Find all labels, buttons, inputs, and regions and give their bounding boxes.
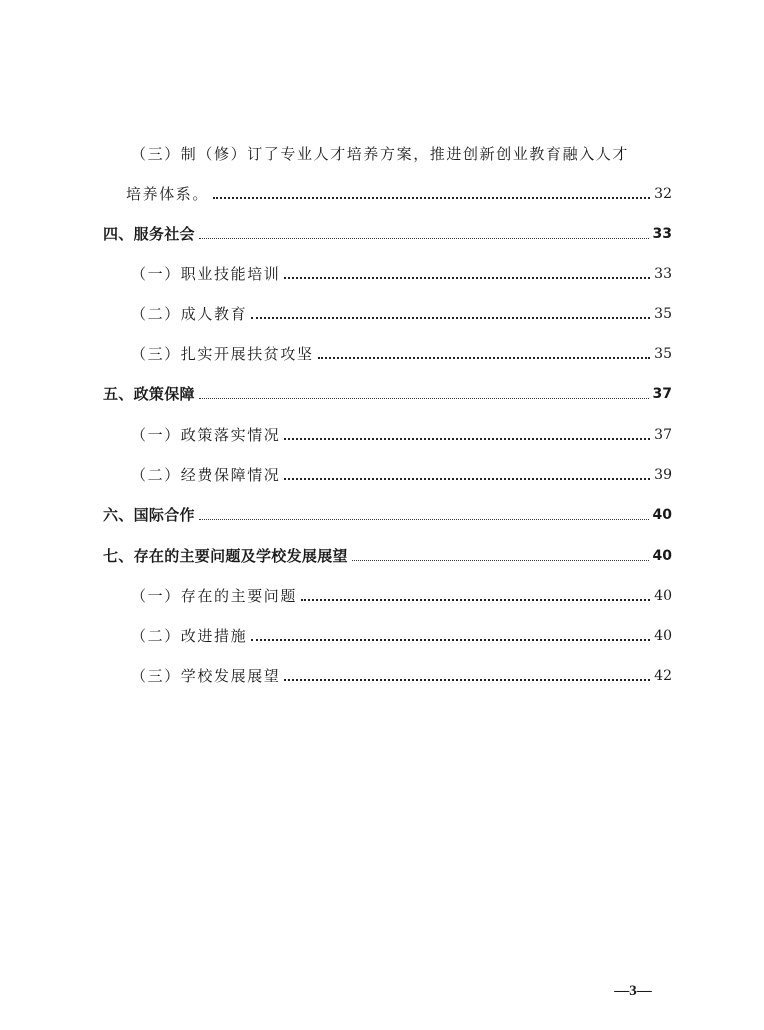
toc-entry-4-2 [0, 298, 764, 324]
dot-leader [284, 679, 650, 681]
page-number-footer: —3— [614, 983, 652, 999]
toc-entry-title: （一）职业技能培训 [131, 265, 281, 283]
toc-entry-7-3 [0, 660, 764, 686]
toc-page-number: 37 [654, 427, 672, 443]
dot-leader [352, 560, 649, 561]
toc-page-number: 33 [654, 266, 672, 282]
toc-page-number: 39 [654, 467, 672, 483]
toc-entry-section-5 [0, 378, 764, 404]
toc-entry-title: （一）存在的主要问题 [131, 587, 298, 605]
toc-entry-section-6 [0, 499, 764, 525]
dot-leader [284, 438, 650, 440]
toc-entry-title: 培养体系。 [126, 185, 210, 203]
dot-leader [199, 238, 649, 239]
dot-leader [318, 357, 651, 359]
dot-leader [251, 317, 650, 319]
toc-entry-section-4 [0, 218, 764, 244]
toc-page-number: 33 [652, 226, 672, 242]
toc-entry-7-1 [0, 580, 764, 606]
dot-leader [301, 599, 650, 601]
toc-page-number: 40 [654, 588, 672, 604]
toc-page-number: 35 [654, 346, 672, 362]
toc-page-number: 40 [652, 548, 672, 564]
toc-entry-title: （一）政策落实情况 [131, 426, 281, 444]
dot-leader [284, 478, 650, 480]
toc-entry-7-2 [0, 620, 764, 646]
toc-entry-4-3 [0, 338, 764, 364]
toc-page-number: 35 [654, 306, 672, 322]
toc-row [131, 660, 672, 686]
dot-leader [251, 639, 650, 641]
toc-entry-section-7 [0, 540, 764, 566]
toc-row [131, 620, 672, 646]
toc-entry-3-3-line1 [0, 138, 764, 164]
toc-row [131, 459, 672, 485]
toc-entry-title: 五、政策保障 [103, 385, 195, 403]
toc-row [103, 218, 672, 244]
toc-entry-5-2 [0, 459, 764, 485]
toc-row [131, 338, 672, 364]
toc-entry-title: （二）成人教育 [131, 305, 248, 323]
toc-page-number: 40 [652, 507, 672, 523]
toc-page-number: 32 [654, 186, 672, 202]
toc-entry-3-3-line2 [0, 178, 764, 204]
toc-entry-title: 六、国际合作 [103, 506, 195, 524]
toc-entry-5-1 [0, 419, 764, 445]
toc-row [131, 298, 672, 324]
toc-entry-title: （三）制（修）订了专业人才培养方案，推进创新创业教育融入人才 [131, 145, 630, 163]
toc-row [126, 178, 672, 204]
toc-entry-title: （三）扎实开展扶贫攻坚 [131, 345, 314, 363]
dot-leader [199, 519, 649, 520]
toc-row [131, 419, 672, 445]
toc-row [131, 580, 672, 606]
dot-leader [199, 398, 649, 399]
toc-row [103, 540, 672, 566]
toc-page-number: 40 [654, 628, 672, 644]
toc-entry-title: （二）改进措施 [131, 627, 248, 645]
toc-entry-title: （三）学校发展展望 [131, 667, 281, 685]
toc-entry-title: 七、存在的主要问题及学校发展展望 [103, 547, 348, 565]
toc-row [131, 138, 672, 164]
toc-entry-4-1 [0, 258, 764, 284]
toc-entry-title: （二）经费保障情况 [131, 466, 281, 484]
dot-leader [213, 197, 650, 199]
toc-page-number: 37 [652, 386, 672, 402]
toc-entry-title: 四、服务社会 [103, 225, 195, 243]
dot-leader [284, 277, 650, 279]
toc-row [131, 258, 672, 284]
toc-row [103, 378, 672, 404]
toc-page-number: 42 [654, 668, 672, 684]
toc-row [103, 499, 672, 525]
